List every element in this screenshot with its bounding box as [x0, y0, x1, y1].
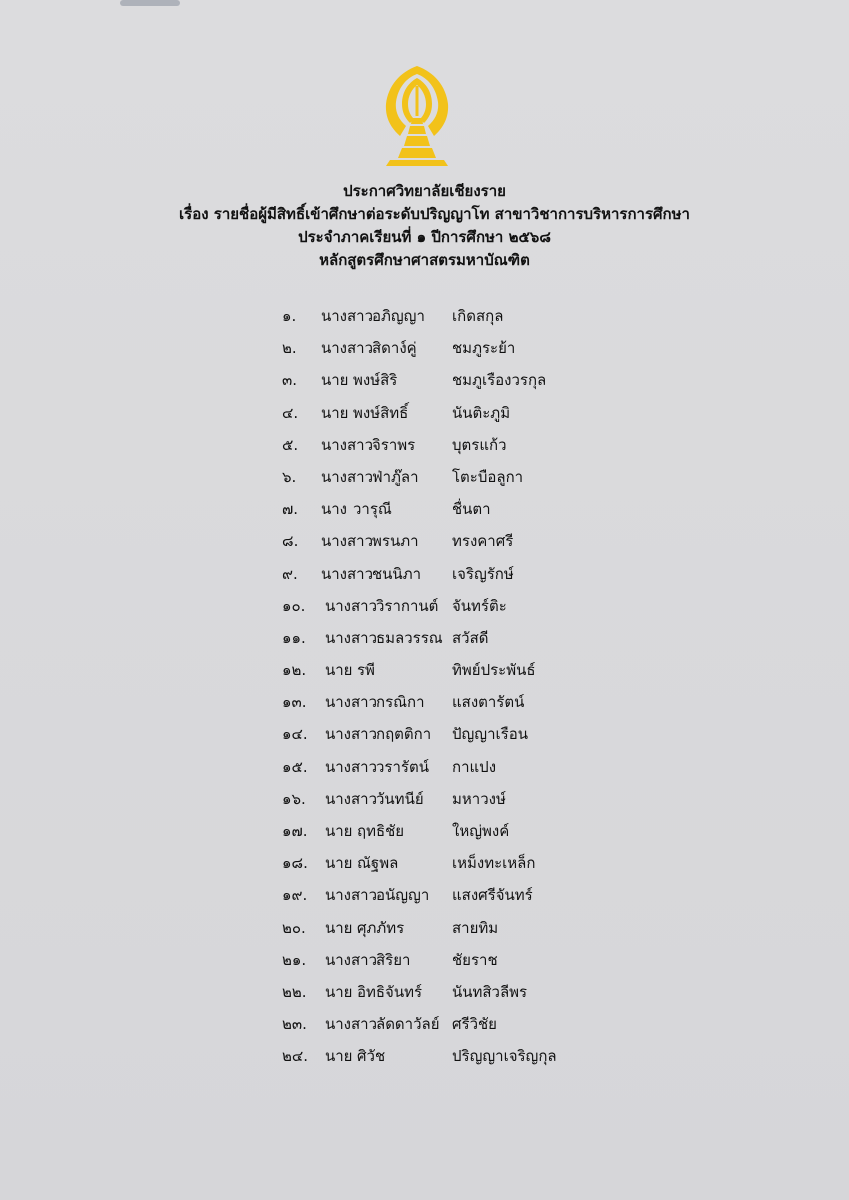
- list-item: [0, 590, 849, 622]
- item-number: ๖.: [282, 467, 297, 486]
- first-name: กรณิกา: [376, 693, 425, 712]
- last-name: เหม็งทะเหล็ก: [452, 854, 536, 873]
- last-name: ทรงคาศรี: [452, 532, 514, 551]
- name-title: นาย: [325, 1047, 353, 1066]
- item-number: ๙.: [282, 564, 298, 583]
- list-item: [0, 622, 849, 654]
- last-name: ชมภูเรืองวรกุล: [452, 371, 547, 390]
- item-number: ๑๑.: [282, 628, 306, 647]
- item-number: ๔.: [282, 403, 299, 422]
- list-item: [0, 300, 849, 332]
- last-name: ศรีวิชัย: [452, 1015, 497, 1034]
- list-item: [0, 558, 849, 590]
- first-name: กฤตติกา: [376, 725, 432, 744]
- name-title: นางสาว: [321, 532, 374, 551]
- first-name: ลัดดาวัลย์: [376, 1015, 440, 1034]
- item-number: ๒๑.: [282, 950, 307, 969]
- first-name: ณัฐพล: [357, 854, 399, 873]
- last-name: แสงศรีจันทร์: [452, 886, 533, 905]
- last-name: นันทสิวลีพร: [452, 982, 528, 1001]
- list-item: [0, 976, 849, 1008]
- list-item: [0, 751, 849, 783]
- item-number: ๗.: [282, 500, 299, 519]
- name-title: นางสาว: [325, 1015, 378, 1034]
- name-title: นางสาว: [321, 564, 374, 583]
- announcement-header: [0, 180, 849, 272]
- name-title: นาย: [321, 371, 349, 390]
- first-name: อิทธิจันทร์: [357, 982, 423, 1001]
- last-name: ทิพย์ประพันธ์: [452, 661, 536, 680]
- list-item: [0, 847, 849, 879]
- list-item: [0, 461, 849, 493]
- first-name: จิราพร: [372, 435, 416, 454]
- item-number: ๒๒.: [282, 982, 307, 1001]
- name-title: นางสาว: [321, 435, 374, 454]
- first-name: ฤทธิชัย: [357, 822, 405, 840]
- item-number: ๑๐.: [282, 596, 306, 615]
- last-name: ชมภูระย้า: [452, 339, 516, 358]
- item-number: ๑๔.: [282, 725, 308, 744]
- name-title: นางสาว: [325, 628, 378, 647]
- item-number: ๑๗.: [282, 822, 308, 840]
- list-item: [0, 429, 849, 461]
- item-number: ๒๐.: [282, 918, 306, 937]
- list-item: [0, 1040, 849, 1072]
- name-title: นางสาว: [325, 950, 378, 969]
- last-name: ชื่นตา: [452, 500, 491, 519]
- name-title: นางสาว: [325, 725, 378, 744]
- first-name: พงษ์สิทธิ์: [353, 403, 409, 422]
- list-item: [0, 1008, 849, 1040]
- name-title: นางสาว: [321, 339, 374, 358]
- item-number: ๘.: [282, 532, 299, 551]
- last-name: เจริญรักษ์: [452, 564, 514, 583]
- first-name: ชนนิภา: [372, 564, 421, 583]
- item-number: ๑๒.: [282, 661, 307, 680]
- list-item: [0, 912, 849, 944]
- first-name: รพี: [357, 661, 375, 680]
- item-number: ๑๖.: [282, 789, 306, 808]
- last-name: ชัยราช: [452, 950, 498, 969]
- first-name: สิดาง์คู่: [372, 339, 417, 358]
- last-name: นันติะภูมิ: [452, 403, 511, 422]
- first-name: พงษ์สิริ: [353, 371, 398, 390]
- name-title: นางสาว: [325, 757, 378, 776]
- first-name: วิรากานต์: [376, 596, 439, 615]
- first-name: อภิญญา: [372, 307, 425, 325]
- last-name: จันทร์ติะ: [452, 596, 507, 615]
- last-name: แสงตารัตน์: [452, 693, 525, 712]
- name-title: นาย: [325, 822, 353, 840]
- list-item: [0, 879, 849, 911]
- last-name: กาแปง: [452, 757, 497, 776]
- item-number: ๒๔.: [282, 1047, 309, 1066]
- announcement-term: ประจำภาคเรียนที่ ๑ ปีการศึกษา ๒๕๖๘: [298, 228, 551, 246]
- list-item: [0, 332, 849, 364]
- name-title: นาย: [325, 661, 353, 680]
- item-number: ๑๘.: [282, 854, 308, 873]
- last-name: มหาวงษ์: [452, 789, 506, 808]
- name-title: นางสาว: [325, 789, 378, 808]
- last-name: ปัญญาเรือน: [452, 725, 528, 744]
- announcement-program: หลักสูตรศึกษาศาสตรมหาบัณฑิต: [319, 251, 530, 269]
- name-title: นาย: [325, 854, 353, 873]
- item-number: ๑๕.: [282, 757, 308, 776]
- first-name: พรนภา: [372, 532, 419, 551]
- list-item: [0, 783, 849, 815]
- first-name: อนัญญา: [376, 886, 430, 905]
- first-name: ฟ่าภู๊ลา: [372, 467, 419, 486]
- name-title: นางสาว: [325, 693, 378, 712]
- announcement-issuer: ประกาศวิทยาลัยเชียงราย: [343, 182, 506, 200]
- name-title: นาย: [321, 403, 349, 422]
- last-name: โตะบือลูกา: [452, 467, 524, 486]
- list-item: [0, 525, 849, 557]
- list-item: [0, 718, 849, 750]
- last-name: สายทิม: [452, 918, 499, 937]
- first-name: วันทนีย์: [376, 789, 424, 808]
- last-name: ปริญญาเจริญกุล: [452, 1047, 557, 1066]
- last-name: เกิดสกุล: [452, 307, 504, 325]
- last-name: บุตรแก้ว: [452, 435, 507, 454]
- first-name: สิริยา: [376, 950, 411, 969]
- list-item: [0, 815, 849, 847]
- list-item: [0, 686, 849, 718]
- first-name: ศุภภัทร: [357, 918, 405, 937]
- item-number: ๓.: [282, 371, 298, 390]
- item-number: ๒.: [282, 339, 297, 358]
- list-item: [0, 397, 849, 429]
- name-title: นางสาว: [321, 467, 374, 486]
- name-title: นาง: [321, 500, 348, 519]
- name-title: นาย: [325, 918, 353, 937]
- item-number: ๑๙.: [282, 886, 308, 905]
- name-title: นางสาว: [325, 886, 378, 905]
- eligible-name-list: [0, 300, 849, 1073]
- scan-edge-mark: [120, 0, 180, 6]
- college-emblem-icon: [382, 64, 452, 168]
- list-item: [0, 944, 849, 976]
- name-title: นาย: [325, 982, 353, 1001]
- item-number: ๑๓.: [282, 693, 307, 712]
- list-item: [0, 654, 849, 686]
- first-name: ศิวัช: [357, 1047, 386, 1066]
- item-number: ๕.: [282, 435, 299, 454]
- list-item: [0, 493, 849, 525]
- announcement-subject: เรื่อง รายชื่อผู้มีสิทธิ์เข้าศึกษาต่อระดับปริญญาโท สาขาวิชาการบริหารการศึกษา: [179, 205, 690, 223]
- item-number: ๒๓.: [282, 1015, 307, 1034]
- first-name: วรารัตน์: [376, 757, 429, 776]
- list-item: [0, 364, 849, 396]
- last-name: สวัสดี: [452, 628, 489, 647]
- item-number: ๑.: [282, 307, 297, 325]
- name-title: นางสาว: [325, 596, 378, 615]
- name-title: นางสาว: [321, 307, 374, 325]
- first-name: วารุณี: [353, 500, 392, 519]
- first-name: ธมลวรรณ: [376, 628, 443, 647]
- last-name: ใหญ่พงค์: [452, 822, 510, 840]
